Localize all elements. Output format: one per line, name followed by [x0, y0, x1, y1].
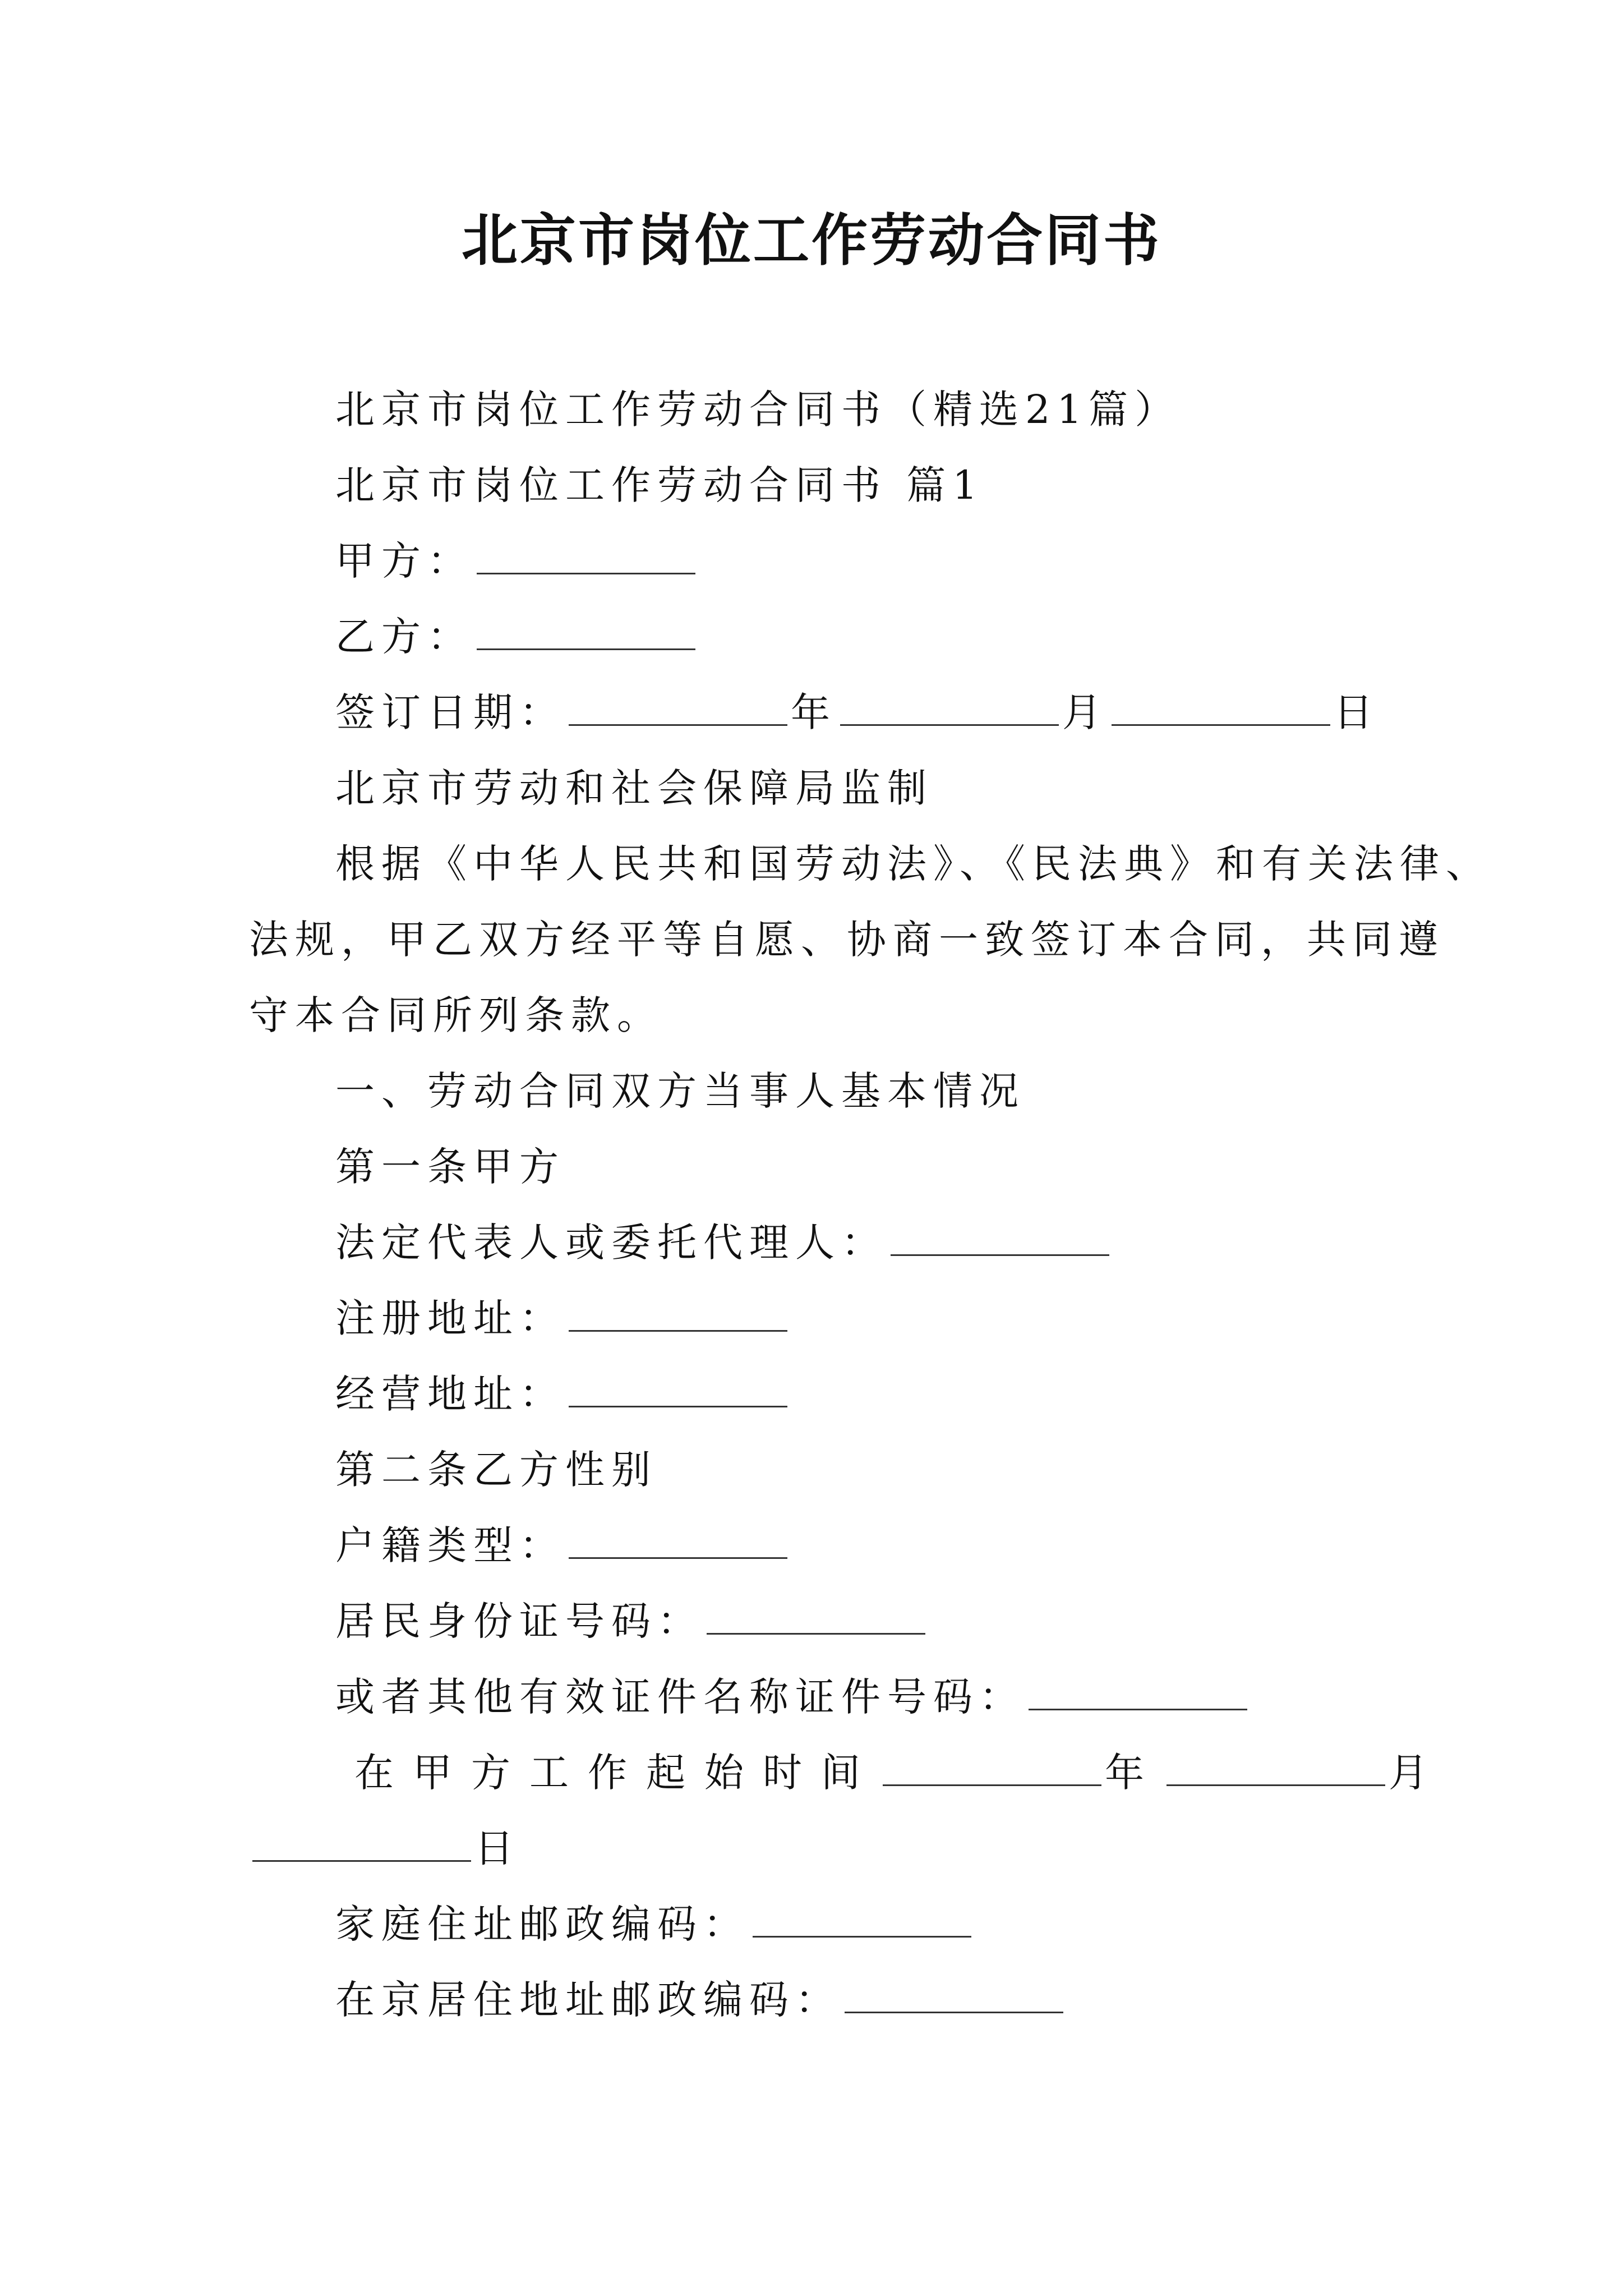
business-address-line	[335, 1366, 791, 1422]
sign-day-blank	[1112, 691, 1330, 726]
registered-address-line	[335, 1290, 791, 1346]
other-id-line	[335, 1669, 1251, 1725]
sign-year-blank	[569, 691, 787, 726]
section-1-heading: 一、劳动合同双方当事人基本情况	[335, 1068, 1025, 1114]
party-b-blank	[477, 615, 695, 650]
preamble-line-3: 守本合同所列条款。	[249, 992, 663, 1038]
party-a-label: 甲方：	[335, 538, 473, 584]
article-2-heading: 第二条乙方性别	[335, 1447, 657, 1493]
other-id-blank	[1029, 1675, 1247, 1710]
household-type-label: 户籍类型：	[335, 1522, 565, 1568]
start-date-label: 在甲方工作起始时间	[354, 1750, 879, 1796]
registered-address-blank	[569, 1296, 787, 1332]
other-id-label: 或者其他有效证件名称证件号码：	[335, 1674, 1025, 1720]
preamble-line-1: 根据《中华人民共和国劳动法》、《民法典》和有关法律、	[335, 841, 1492, 887]
legal-rep-label: 法定代表人或委托代理人：	[335, 1220, 887, 1266]
start-month-blank	[1166, 1751, 1385, 1786]
home-postcode-label: 家庭住址邮政编码：	[335, 1901, 749, 1947]
sign-year-label: 年	[791, 689, 837, 735]
business-address-label: 经营地址：	[335, 1371, 565, 1417]
subtitle: 北京市岗位工作劳动合同书（精选21篇）	[335, 386, 1181, 432]
id-number-line	[335, 1593, 929, 1649]
article-1-heading: 第一条甲方	[335, 1144, 565, 1190]
start-day-line	[249, 1820, 520, 1876]
sign-month-blank	[840, 691, 1059, 726]
beijing-postcode-line	[335, 1972, 1067, 2028]
piece-title: 北京市岗位工作劳动合同书 篇1	[335, 462, 984, 508]
start-day-blank	[252, 1826, 471, 1862]
household-type-blank	[569, 1524, 787, 1559]
legal-rep-line	[335, 1214, 1113, 1271]
business-address-blank	[569, 1372, 787, 1407]
preamble-line-2: 法规，甲乙双方经平等自愿、协商一致签订本合同，共同遵	[249, 917, 1445, 963]
sign-day-label: 日	[1334, 689, 1380, 735]
household-type-line	[335, 1517, 791, 1573]
sign-date-label: 签订日期：	[335, 689, 565, 735]
home-postcode-line	[335, 1896, 975, 1952]
start-day-label: 日	[474, 1825, 520, 1871]
sign-date-line	[335, 684, 1380, 740]
start-month-label: 月	[1389, 1750, 1447, 1796]
party-a-blank	[477, 539, 695, 574]
legal-rep-blank	[891, 1221, 1109, 1256]
id-number-blank	[707, 1599, 925, 1635]
party-b-label: 乙方：	[335, 614, 473, 660]
sign-month-label: 月	[1062, 689, 1108, 735]
beijing-postcode-blank	[845, 1978, 1063, 2013]
start-year-blank	[883, 1751, 1101, 1786]
beijing-postcode-label: 在京居住地址邮政编码：	[335, 1977, 841, 2023]
supervised-by: 北京市劳动和社会保障局监制	[335, 765, 933, 811]
start-year-label: 年	[1105, 1750, 1163, 1796]
id-number-label: 居民身份证号码：	[335, 1598, 703, 1644]
registered-address-label: 注册地址：	[335, 1295, 565, 1341]
start-date-line	[354, 1745, 1447, 1801]
party-a-line	[335, 533, 699, 589]
party-b-line	[335, 609, 699, 665]
home-postcode-blank	[753, 1902, 971, 1938]
document-title: 北京市岗位工作劳动合同书	[462, 207, 1161, 273]
